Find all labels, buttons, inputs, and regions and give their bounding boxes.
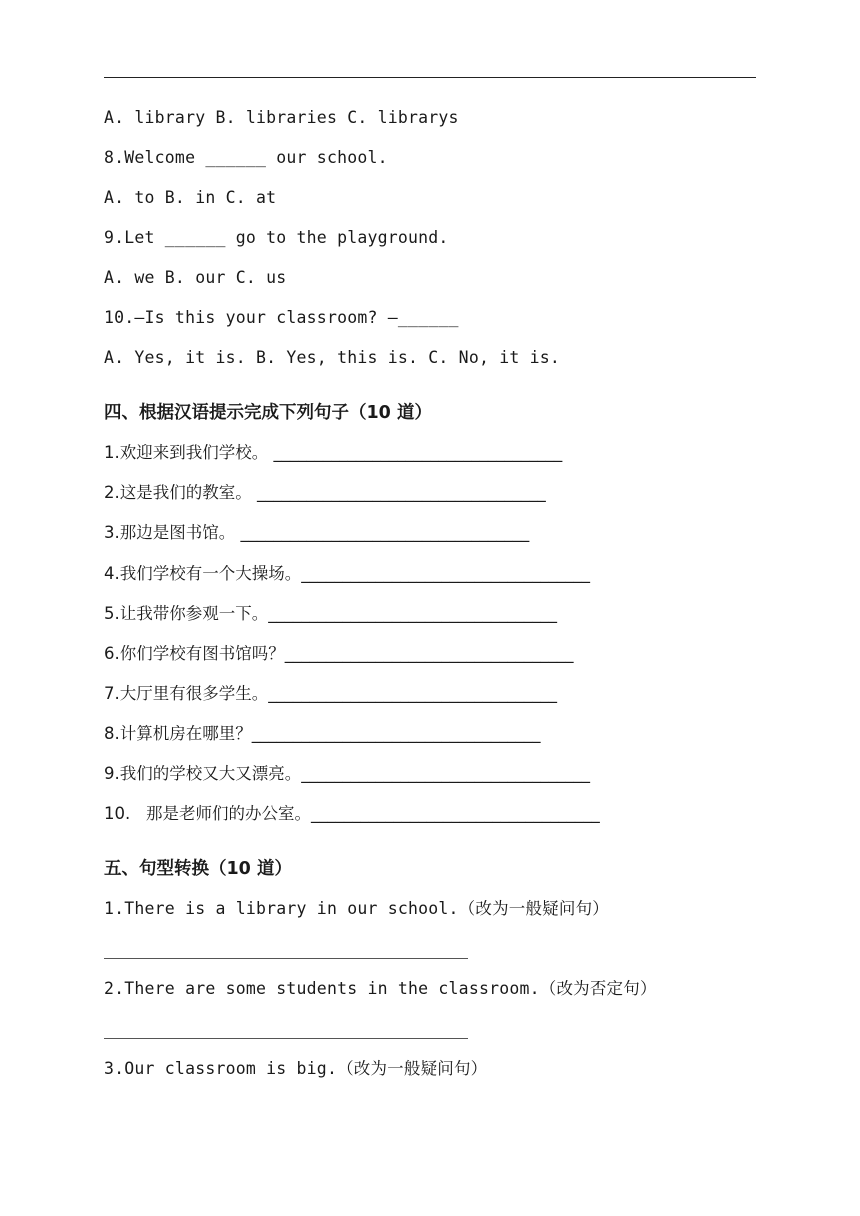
q8-options: A. to B. in C. at — [104, 188, 277, 207]
q10-text: 10.—Is this your classroom? —______ — [104, 308, 459, 327]
s4-item-10: 10. 那是老师们的办公室。___________________________________ — [104, 804, 600, 823]
s5-answer-line-1 — [104, 958, 468, 959]
s4-item-4: 4.我们学校有一个大操场。___________________________________ — [104, 564, 590, 583]
s4-item-1: 1.欢迎来到我们学校。 ___________________________________ — [104, 443, 563, 462]
s4-item-9: 9.我们的学校又大又漂亮。___________________________________ — [104, 764, 590, 783]
q9-options: A. we B. our C. us — [104, 268, 287, 287]
s4-item-6: 6.你们学校有图书馆吗？___________________________________ — [104, 644, 574, 663]
q10-options: A. Yes, it is. B. Yes, this is. C. No, it is. — [104, 348, 561, 367]
s5-answer-line-2 — [104, 1038, 468, 1039]
s5-item-1: 1.There is a library in our school.（改为一般疑问句） — [104, 899, 609, 918]
q8-text: 8.Welcome ______ our school. — [104, 148, 388, 167]
q7-options: A. library B. libraries C. librarys — [104, 108, 459, 127]
s4-item-8: 8.计算机房在哪里？___________________________________ — [104, 724, 541, 743]
section5-title: 五、句型转换（10 道） — [104, 859, 292, 879]
q9-text: 9.Let ______ go to the playground. — [104, 228, 449, 247]
s4-item-5: 5.让我带你参观一下。___________________________________ — [104, 604, 557, 623]
s5-item-3: 3.Our classroom is big.（改为一般疑问句） — [104, 1059, 488, 1078]
s5-item-2: 2.There are some students in the classroom.（改为否定句） — [104, 979, 657, 998]
s4-item-7: 7.大厅里有很多学生。___________________________________ — [104, 684, 557, 703]
s4-item-2: 2.这是我们的教室。 ___________________________________ — [104, 483, 546, 502]
section4-title: 四、根据汉语提示完成下列句子（10 道） — [104, 403, 432, 423]
s4-item-3: 3.那边是图书馆。 ___________________________________ — [104, 523, 530, 542]
header-rule — [104, 77, 756, 78]
